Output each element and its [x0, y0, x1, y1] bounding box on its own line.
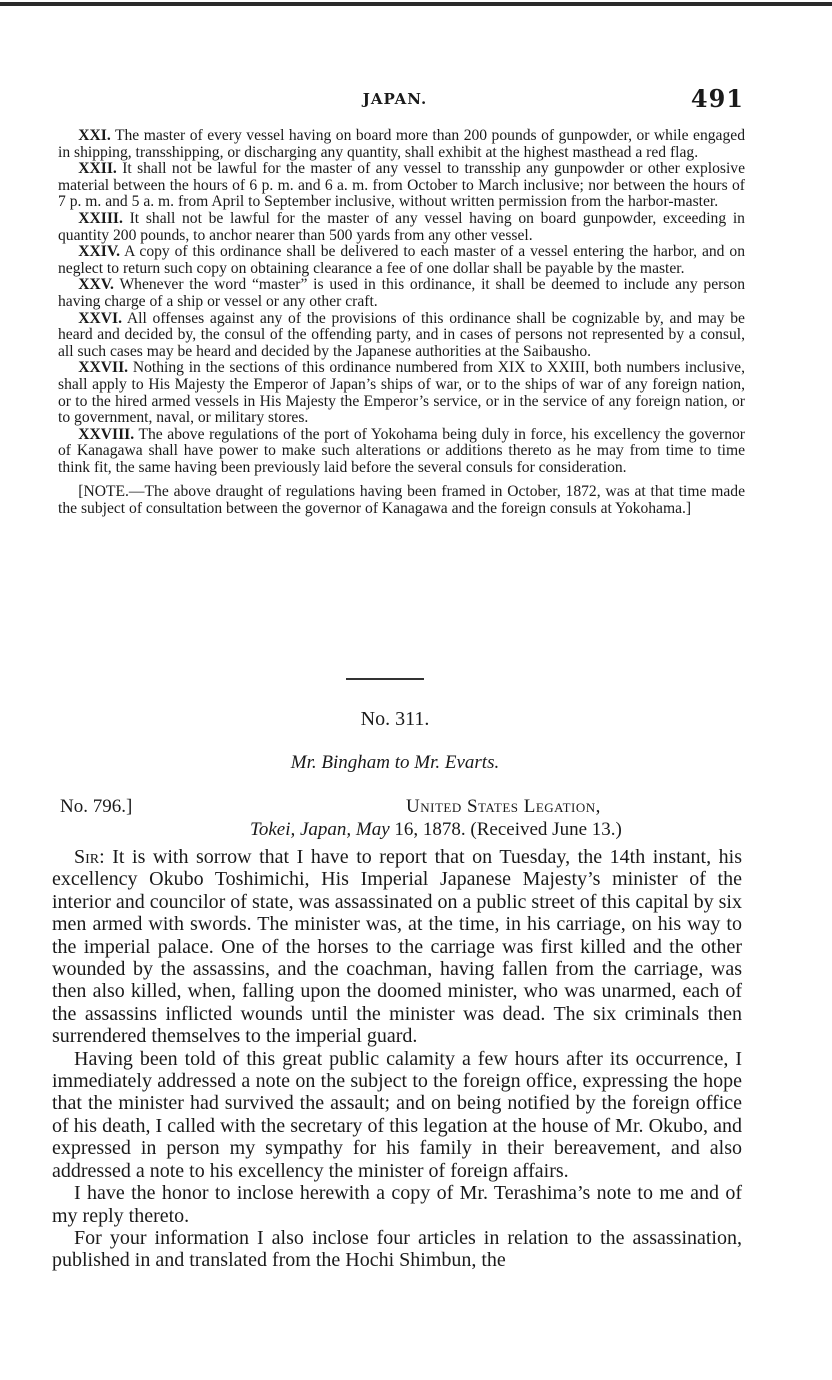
page-header — [0, 84, 832, 118]
section-number: XXVII. — [78, 359, 129, 377]
section-text: The master of every vessel having on board more than 200 pounds of gunpowder, or while engaged in shipping, transshipping, or discharging any quantity, shall exhibit at the highest masthead a red flag. — [58, 127, 745, 161]
editorial-note: [NOTE.—The above draught of regulations having been framed in October, 1872, was at that time made the subject of consultation between the governor of Kanagawa and the foreign consuls at Yokohama.] — [58, 483, 745, 518]
section-number: XXIV. — [78, 243, 121, 261]
section-text: The above regulations of the port of Yokohama being duly in force, his excellency the governor of Kanagawa shall have power to make such alterations or additions thereto as he may from time to time think fit, the same having been previously laid before the several consuls for consideration. — [58, 425, 746, 476]
section-number: XXII. — [78, 160, 117, 178]
section-text: Whenever the word “master” is used in this ordinance, it shall be deemed to include any person having charge of a ship or vessel or any other craft. — [58, 276, 746, 310]
document-number: No. 311. — [360, 708, 430, 730]
document-subtitle: Mr. Bingham to Mr. Evarts. — [290, 752, 500, 773]
page-number: 491 — [690, 84, 744, 113]
ordinance-section — [58, 360, 745, 426]
received-date: (Received June 13.) — [470, 819, 622, 840]
running-title: JAPAN. — [362, 90, 428, 108]
ordinance-section — [58, 128, 745, 161]
day-year: 16, 1878. — [394, 819, 466, 840]
ordinance-section — [58, 244, 745, 277]
section-text: All offenses against any of the provisions of this ordinance shall be cognizable by, and may be heard and decided by, the consul of the offending party, and in cases of persons not represented by a consul, all such cases may be heard and decided by the Japanese authorities at the Saibausho. — [58, 309, 745, 360]
letter-paragraph: For your information I also inclose four articles in relation to the assassination, published in and translated from the Hochi Shimbun, the — [52, 1226, 742, 1272]
legation-heading: United States Legation, — [406, 796, 601, 817]
section-number: XXVI. — [78, 309, 123, 327]
ordinance-sections — [58, 128, 745, 518]
section-number: XXV. — [78, 276, 114, 294]
section-text: It shall not be lawful for the master of any vessel to transship any gunpowder or other explosive material between the hours of 6 p. m. and 6 a. m. from October to March inclusive; nor between the hours of 7 p. m. and 5 a. m. from April to September inclusive, without written permission from the harbor-master. — [58, 160, 745, 211]
dateline — [250, 819, 622, 841]
letter-paragraph: I have the honor to inclose herewith a copy of Mr. Terashima’s note to me and of my reply thereto. — [52, 1182, 742, 1227]
letter-paragraph — [52, 846, 742, 1048]
letter-number: No. 796.] — [60, 796, 133, 817]
section-number: XXVIII. — [78, 425, 135, 443]
ordinance-section — [58, 161, 745, 211]
salutation: Sir — [74, 846, 100, 868]
section-text: Nothing in the sections of this ordinance numbered from XIX to XXIII, both numbers inclusive, shall apply to His Majesty the Emperor of Japan’s ships of war, or to the ships of war of any foreign nation, or to the hired armed vessels in His Majesty the Emperor’s service, or in the service of any foreign nation, or to government, naval, or military stores. — [58, 359, 745, 427]
section-number: XXIII. — [78, 209, 123, 227]
ordinance-section — [58, 211, 745, 244]
section-text: It shall not be lawful for the master of any vessel having on board gunpowder, exceeding in quantity 200 pounds, to anchor nearer than 500 yards from any other vessel. — [58, 209, 745, 244]
top-border-line — [0, 2, 832, 6]
paragraph-text: : It is with sorrow that I have to report that on Tuesday, the 14th instant, his excellency Okubo Toshimichi, His Imperial Japanese Majesty’s minister of the interior and councilor of state, was assassinated on a public street of this capital by six men armed with swords. The minister was, at the time, in his carriage, on his way to the imperial palace. One of the horses to the carriage was first killed and the other wounded by the assassins, and the coachman, having fallen from the carriage, was then also killed, when, falling upon the doomed minister, who was unarmed, each of the assassins inflicted wounds until the minister was dead. The six criminals then surrendered themselves to the imperial guard. — [52, 846, 742, 1048]
place-date: Tokei, Japan, May — [250, 819, 390, 840]
section-number: XXI. — [78, 127, 111, 144]
section-divider — [346, 678, 424, 680]
ordinance-section — [58, 427, 745, 477]
ordinance-section — [58, 311, 745, 361]
ordinance-section — [58, 277, 745, 310]
letter-paragraph: Having been told of this great public calamity a few hours after its occurrence, I immediately addressed a note on the subject to the foreign office, expressing the hope that the minister had survived the assault; and on being notified by the foreign office of his death, I called with the secretary of this legation at the house of Mr. Okubo, and expressed in person my sympathy for his family in their bereavement, and also addressed a note to his excellency the minister of foreign affairs. — [52, 1047, 742, 1182]
letter-body — [52, 846, 742, 1272]
section-text: A copy of this ordinance shall be delivered to each master of a vessel entering the harbor, and on neglect to return such copy on obtaining clearance a fee of one dollar shall be payable by the master. — [58, 243, 745, 277]
